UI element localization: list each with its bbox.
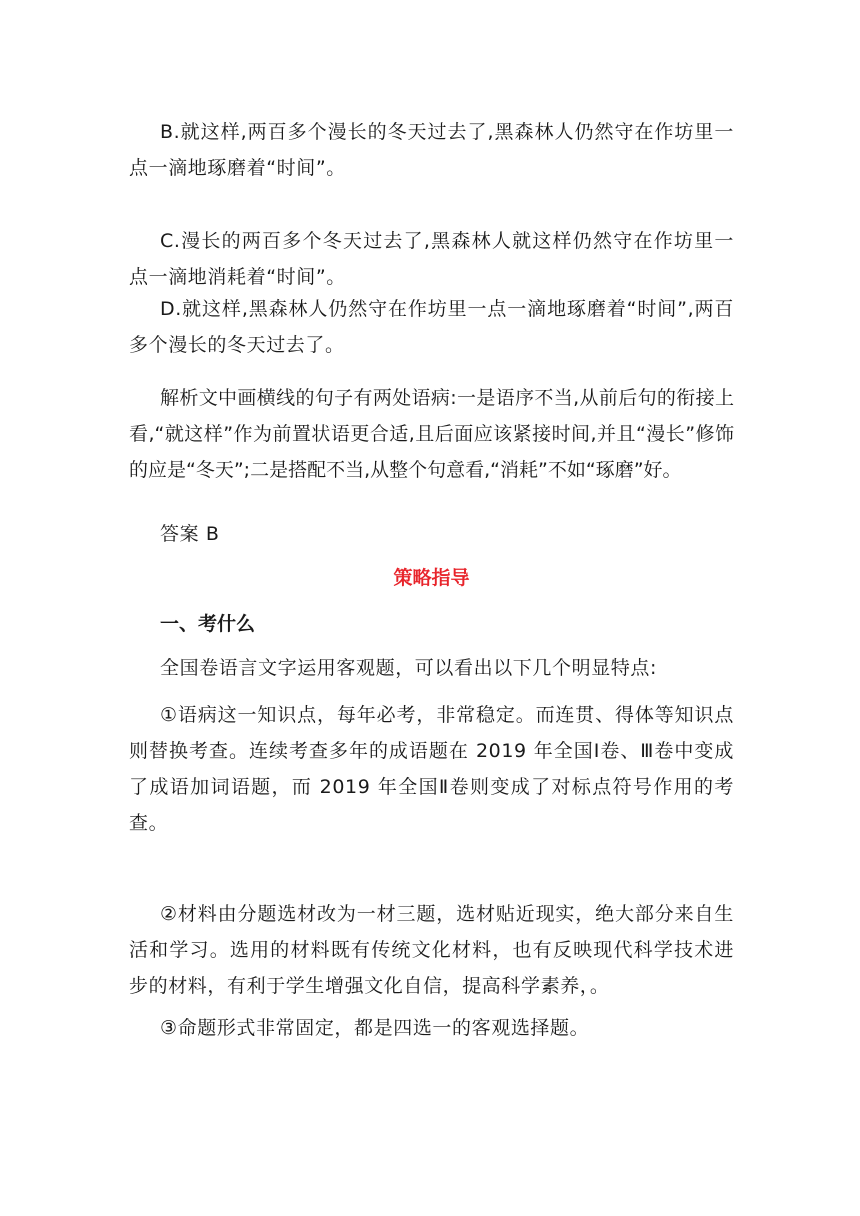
answer-line: 答案 B <box>160 523 220 545</box>
option-d: D.就这样,黑森林人仍然守在作坊里一点一滴地琢磨着“时间”,两百多个漫长的冬天过去了。 <box>129 298 734 356</box>
point-3: ③命题形式非常固定，都是四选一的客观选择题。 <box>160 1017 590 1039</box>
point-2: ②材料由分题选材改为一材三题，选材贴近现实，绝大部分来自生活和学习。选用的材料既有传统文化材料，也有反映现代科学技术进步的材料，有利于学生增强文化自信，提高科学素养，。 <box>129 903 734 997</box>
option-b: B.就这样,两百多个漫长的冬天过去了,黑森林人仍然守在作坊里一点一滴地琢磨着“时间”。 <box>129 121 734 179</box>
analysis-paragraph: 解析文中画横线的句子有两处语病:一是语序不当,从前后句的衔接上看,“就这样”作为前置状语更合适,且后面应该紧接时间,并且“漫长”修饰的应是“冬天”;二是搭配不当,从整个句意看,“消耗”不如“琢磨”好。 <box>129 387 734 481</box>
intro-paragraph: 全国卷语言文字运用客观题，可以看出以下几个明显特点: <box>160 657 658 679</box>
option-c: C.漫长的两百多个冬天过去了,黑森林人就这样仍然守在作坊里一点一滴地消耗着“时间”。 <box>129 230 734 288</box>
subsection-title: 一、考什么 <box>160 613 256 635</box>
section-title: 策略指导 <box>393 567 470 589</box>
point-1: ①语病这一知识点，每年必考，非常稳定。而连贯、得体等知识点则替换考查。连续考查多年的成语题在 2019 年全国Ⅰ卷、Ⅲ卷中变成了成语加词语题，而 2019 年全国Ⅱ卷则变成了对标点符号作用的考查。 <box>129 704 734 834</box>
